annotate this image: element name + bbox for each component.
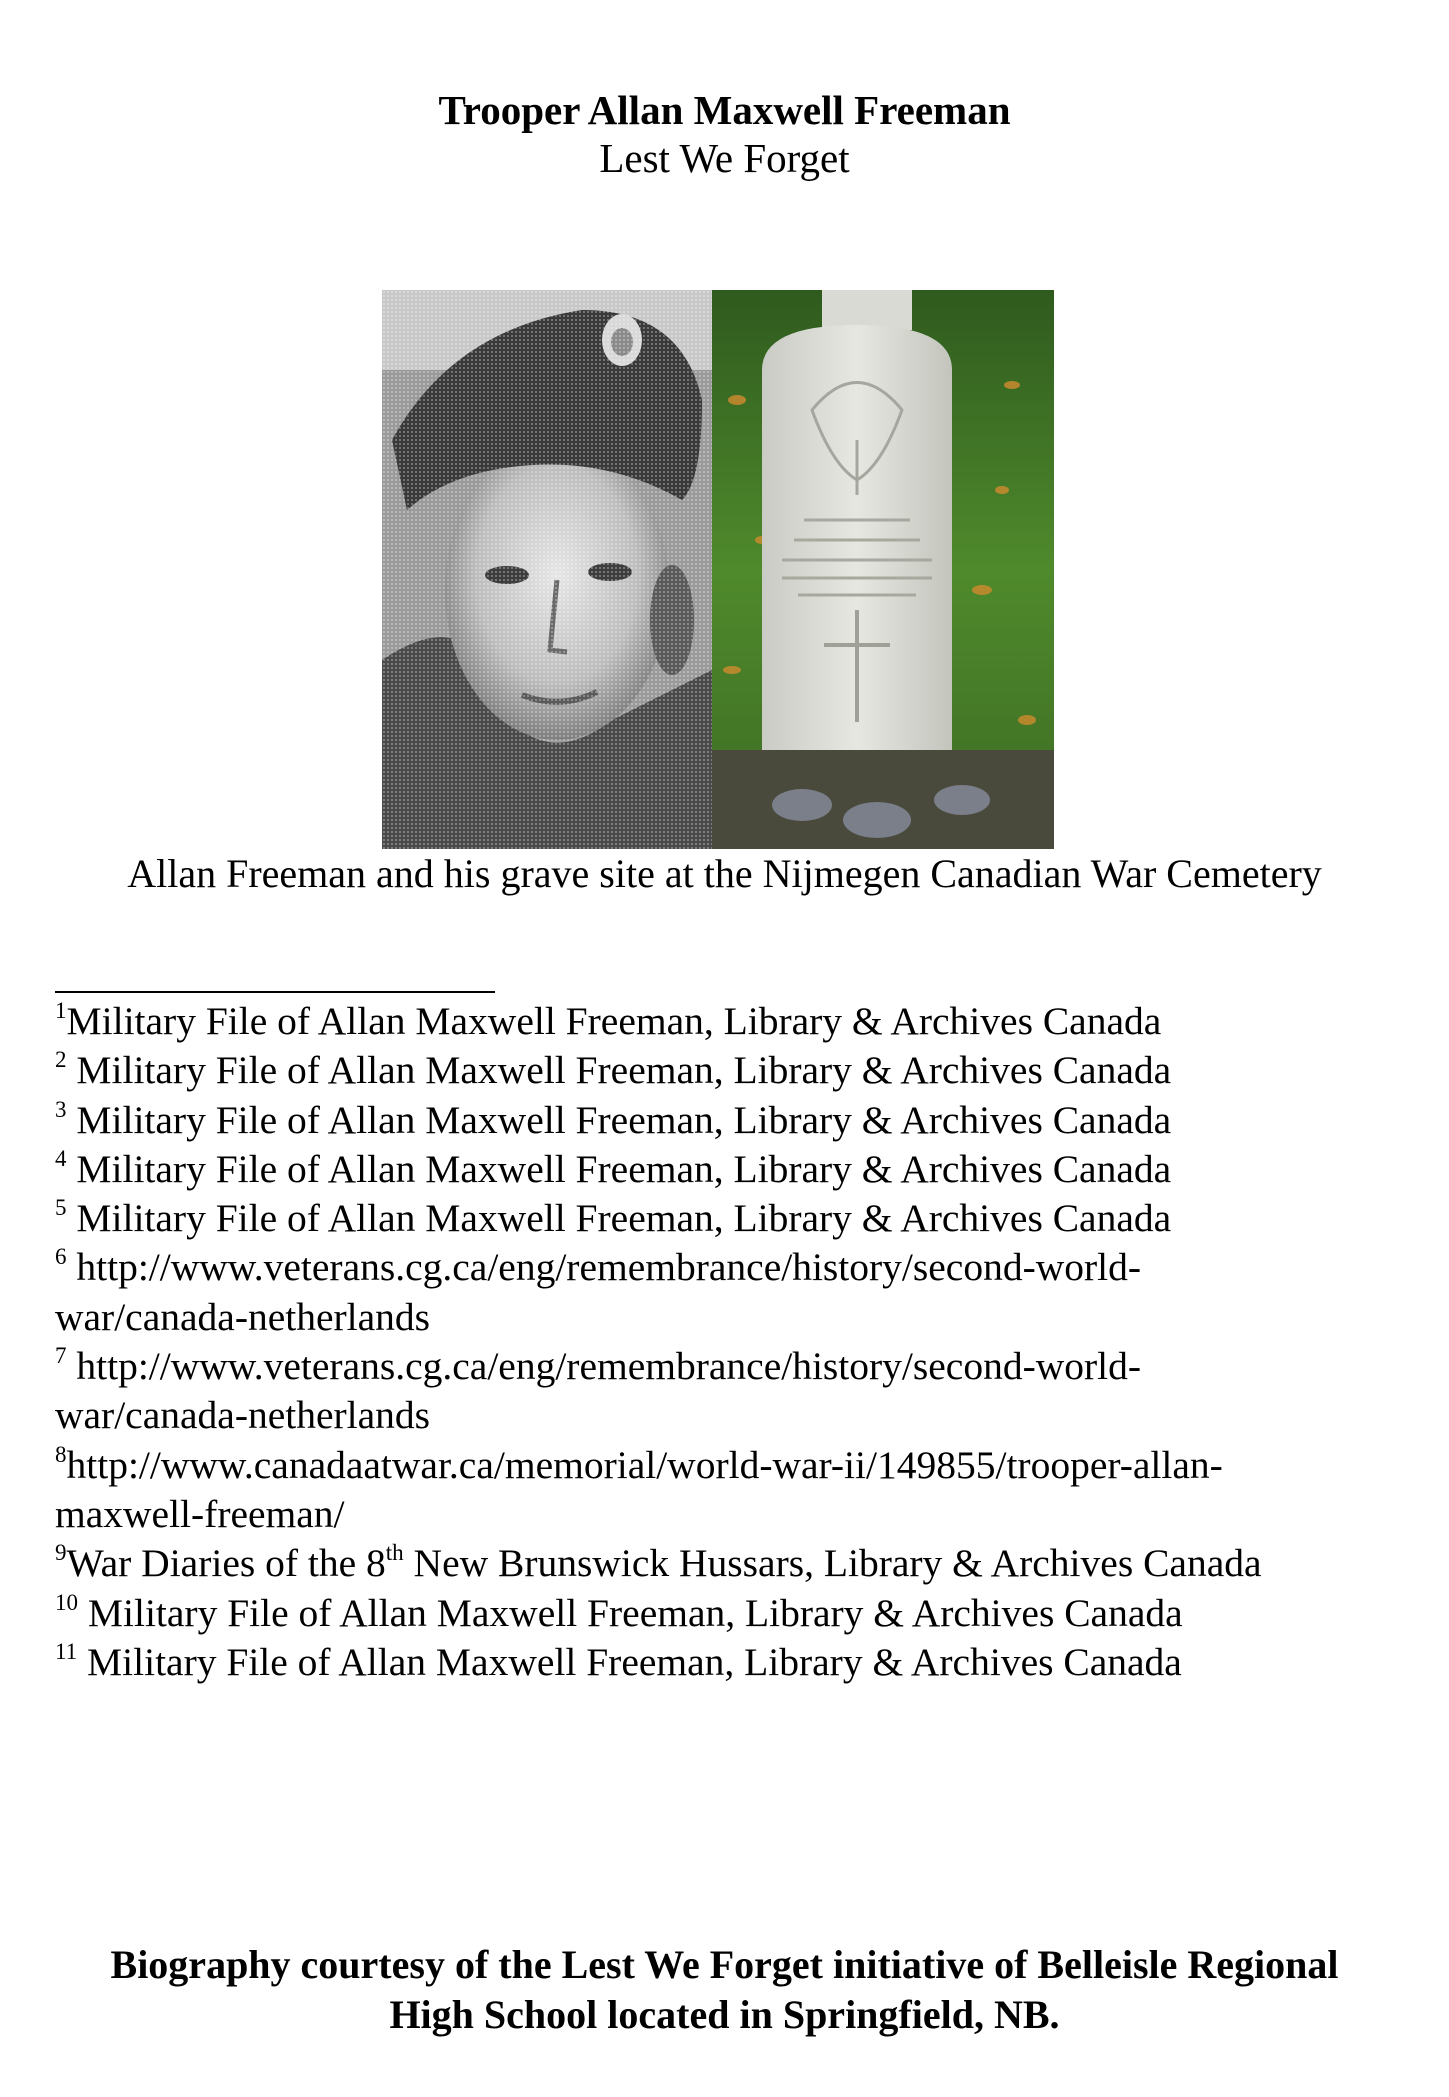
credit-line-2: High School located in Springfield, NB. (389, 1992, 1060, 2037)
footnote-divider (55, 991, 495, 993)
footnote-number: 4 (55, 1145, 67, 1171)
ordinal-suffix: th (385, 1540, 404, 1566)
footnote-number: 6 (55, 1244, 67, 1270)
footnote-7-continued (55, 1391, 1395, 1440)
footnote-8-continued (55, 1490, 1395, 1539)
footnote-2 (55, 1046, 1395, 1095)
footnote-9 (55, 1539, 1395, 1588)
footnote-10 (55, 1589, 1395, 1638)
footnote-4 (55, 1145, 1395, 1194)
photo-figure (382, 290, 1054, 849)
footnote-text: Military File of Allan Maxwell Freeman, Library & Archives Canada (66, 1146, 1172, 1191)
page-subtitle: Lest We Forget (599, 135, 850, 181)
footnote-number: 8 (55, 1441, 67, 1467)
footnote-number: 1 (55, 998, 67, 1023)
footnote-number: 7 (55, 1343, 67, 1369)
footnote-number: 3 (55, 1096, 67, 1122)
footnote-number: 10 (55, 1589, 78, 1615)
footnote-7 (55, 1342, 1395, 1391)
footnote-text: Military File of Allan Maxwell Freeman, Library & Archives Canada (66, 1048, 1172, 1093)
footnote-text: New Brunswick Hussars, Library & Archives Canada (403, 1541, 1262, 1586)
credit-line-1: Biography courtesy of the Lest We Forget initiative of Belleisle Regional (110, 1942, 1339, 1987)
footnote-link-continued: war/canada-netherlands (55, 1393, 431, 1438)
footnote-text: Military File of Allan Maxwell Freeman, Library & Archives Canada (66, 1196, 1172, 1241)
footnote-3 (55, 1096, 1395, 1145)
footnote-link: http://www.canadaatwar.ca/memorial/world-war-ii/149855/trooper-allan- (66, 1442, 1223, 1487)
footnotes-list (55, 997, 1395, 1687)
footnote-text: Military File of Allan Maxwell Freeman, Library & Archives Canada (66, 1097, 1172, 1142)
footnote-link: http://www.veterans.cg.ca/eng/remembrance/history/second-world- (66, 1245, 1142, 1290)
footnote-text: Military File of Allan Maxwell Freeman, Library & Archives Canada (78, 1590, 1183, 1635)
footnote-number: 2 (55, 1047, 67, 1073)
footnote-link: http://www.veterans.cg.ca/eng/remembrance/history/second-world- (66, 1344, 1142, 1389)
figure-caption: Allan Freeman and his grave site at the Nijmegen Canadian War Cemetery (127, 851, 1322, 896)
footnote-number: 5 (55, 1195, 67, 1221)
footnote-number: 11 (55, 1638, 78, 1664)
portrait-photo (382, 290, 712, 849)
footnote-link-continued: war/canada-netherlands (55, 1294, 431, 1339)
biography-credit (0, 1940, 1449, 2040)
page-title: Trooper Allan Maxwell Freeman (438, 87, 1011, 133)
footnote-number: 9 (55, 1540, 67, 1566)
footnote-5 (55, 1194, 1395, 1243)
footnote-text: War Diaries of the 8 (66, 1541, 386, 1586)
footnote-1 (55, 997, 1395, 1046)
footnote-6 (55, 1243, 1395, 1292)
footnote-8 (55, 1441, 1395, 1490)
grave-photo (712, 290, 1054, 849)
footnote-6-continued (55, 1293, 1395, 1342)
footnote-link-continued: maxwell-freeman/ (55, 1491, 345, 1536)
footnote-text: Military File of Allan Maxwell Freeman, Library & Archives Canada (77, 1639, 1182, 1684)
footnote-text: Military File of Allan Maxwell Freeman, Library & Archives Canada (66, 999, 1162, 1043)
footnote-11 (55, 1638, 1395, 1687)
